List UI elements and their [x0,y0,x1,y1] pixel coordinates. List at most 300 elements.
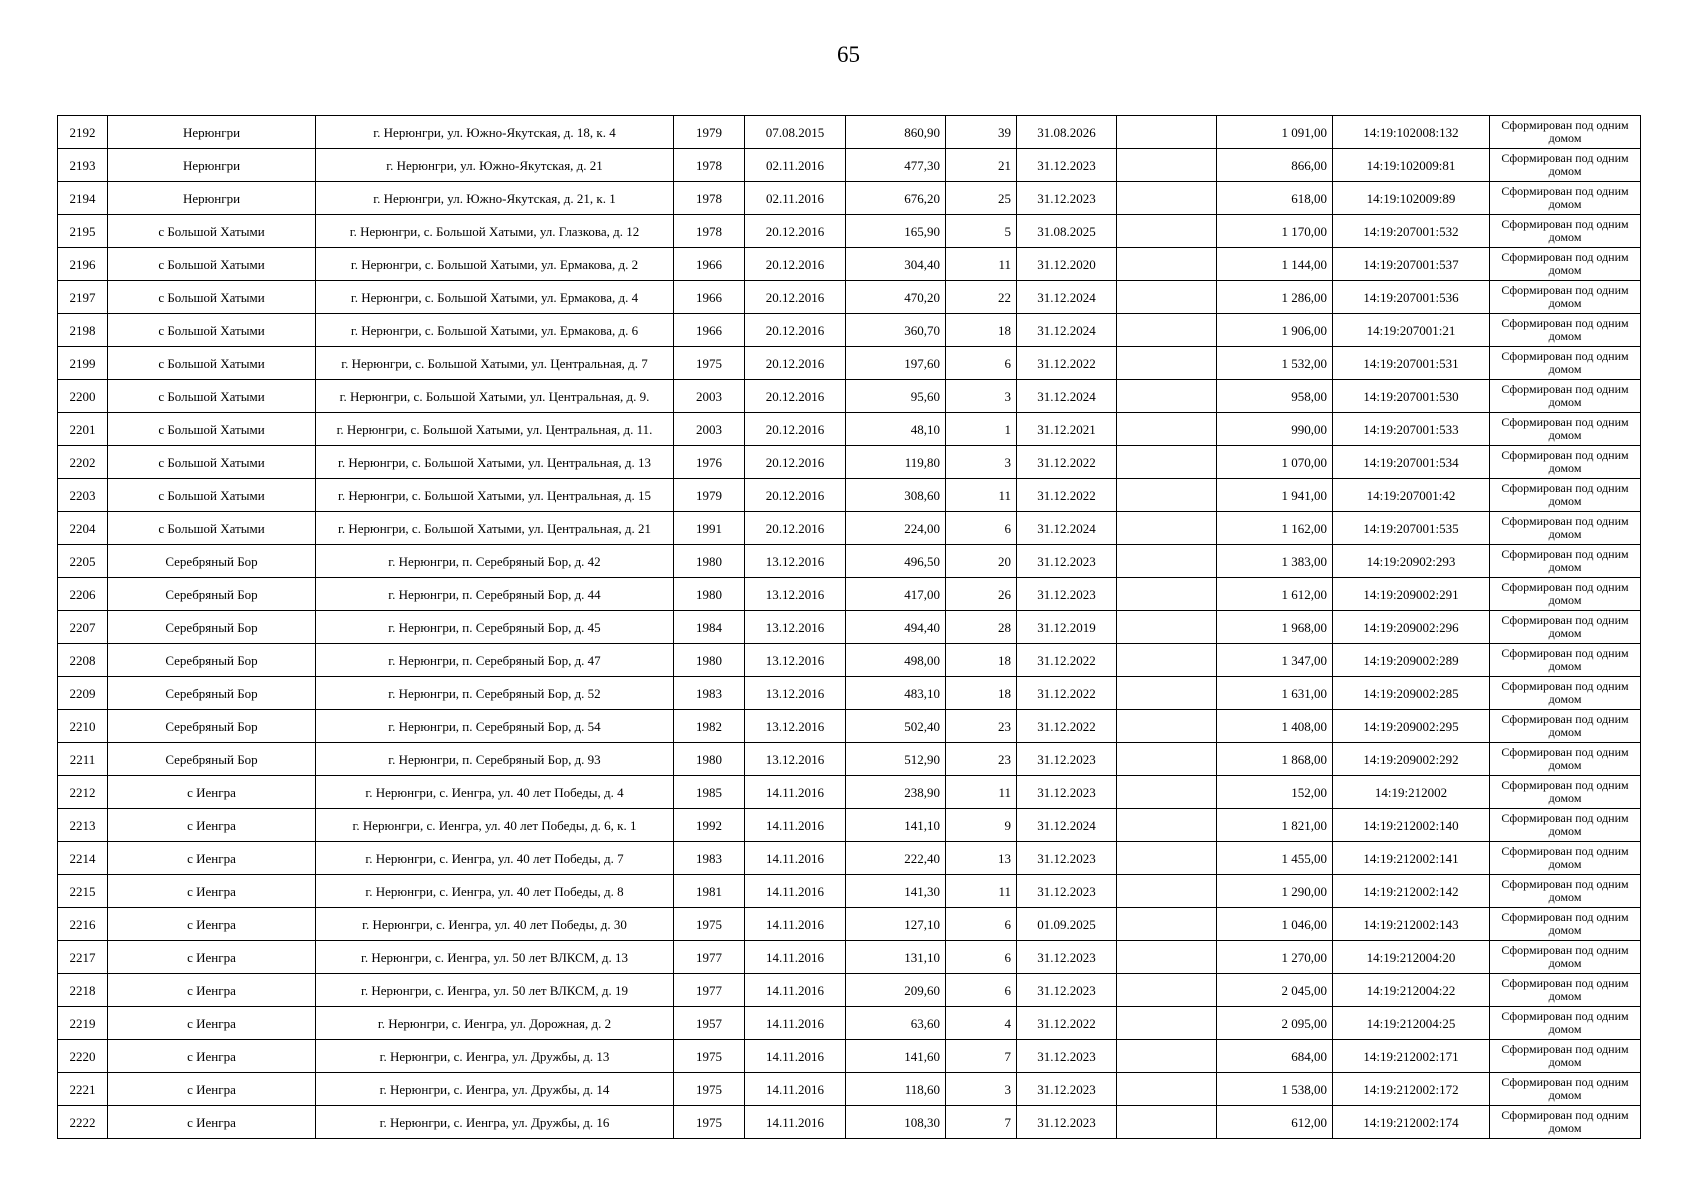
address-cell: г. Нерюнгри, п. Серебряный Бор, д. 52 [316,677,674,710]
deadline-cell: 31.12.2022 [1017,479,1117,512]
row-number-cell: 2204 [58,512,108,545]
status-cell: Сформирован под одним домом [1490,512,1641,545]
deadline-cell: 31.12.2023 [1017,776,1117,809]
table-row [58,644,1641,677]
date-cell: 20.12.2016 [745,380,846,413]
empty-cell [1117,479,1217,512]
deadline-cell: 31.12.2023 [1017,974,1117,1007]
area-cell: 470,20 [846,281,946,314]
amount-cell: 1 170,00 [1217,215,1333,248]
empty-cell [1117,545,1217,578]
address-cell: г. Нерюнгри, п. Серебряный Бор, д. 47 [316,644,674,677]
date-cell: 20.12.2016 [745,314,846,347]
area-cell: 127,10 [846,908,946,941]
build-year-cell: 1978 [674,149,745,182]
residents-cell: 25 [946,182,1017,215]
address-cell: г. Нерюнгри, с. Большой Хатыми, ул. Ермакова, д. 6 [316,314,674,347]
status-cell: Сформирован под одним домом [1490,413,1641,446]
area-cell: 141,10 [846,809,946,842]
row-number-cell: 2211 [58,743,108,776]
cadastral-number-cell: 14:19:212004:22 [1333,974,1490,1007]
deadline-cell: 31.12.2022 [1017,1007,1117,1040]
amount-cell: 1 383,00 [1217,545,1333,578]
status-cell: Сформирован под одним домом [1490,941,1641,974]
residents-cell: 13 [946,842,1017,875]
deadline-cell: 31.12.2023 [1017,1040,1117,1073]
amount-cell: 612,00 [1217,1106,1333,1139]
date-cell: 13.12.2016 [745,710,846,743]
cadastral-number-cell: 14:19:212002:174 [1333,1106,1490,1139]
build-year-cell: 1966 [674,314,745,347]
settlement-cell: Серебряный Бор [108,578,316,611]
deadline-cell: 31.12.2020 [1017,248,1117,281]
empty-cell [1117,182,1217,215]
area-cell: 141,60 [846,1040,946,1073]
empty-cell [1117,677,1217,710]
area-cell: 360,70 [846,314,946,347]
address-cell: г. Нерюнгри, с. Большой Хатыми, ул. Центральная, д. 11. [316,413,674,446]
date-cell: 14.11.2016 [745,875,846,908]
area-cell: 131,10 [846,941,946,974]
residents-cell: 26 [946,578,1017,611]
deadline-cell: 31.12.2024 [1017,809,1117,842]
table-row [58,842,1641,875]
empty-cell [1117,1073,1217,1106]
residents-cell: 11 [946,875,1017,908]
cadastral-number-cell: 14:19:207001:531 [1333,347,1490,380]
status-cell: Сформирован под одним домом [1490,809,1641,842]
table-row [58,479,1641,512]
cadastral-number-cell: 14:19:209002:285 [1333,677,1490,710]
address-cell: г. Нерюнгри, с. Большой Хатыми, ул. Ермакова, д. 4 [316,281,674,314]
deadline-cell: 31.08.2025 [1017,215,1117,248]
build-year-cell: 1983 [674,842,745,875]
row-number-cell: 2196 [58,248,108,281]
deadline-cell: 31.12.2023 [1017,578,1117,611]
address-cell: г. Нерюнгри, п. Серебряный Бор, д. 42 [316,545,674,578]
address-cell: г. Нерюнгри, с. Большой Хатыми, ул. Ермакова, д. 2 [316,248,674,281]
row-number-cell: 2222 [58,1106,108,1139]
table-row [58,248,1641,281]
row-number-cell: 2216 [58,908,108,941]
address-cell: г. Нерюнгри, п. Серебряный Бор, д. 54 [316,710,674,743]
row-number-cell: 2218 [58,974,108,1007]
cadastral-number-cell: 14:19:212002:140 [1333,809,1490,842]
amount-cell: 1 046,00 [1217,908,1333,941]
amount-cell: 618,00 [1217,182,1333,215]
empty-cell [1117,941,1217,974]
date-cell: 14.11.2016 [745,1106,846,1139]
settlement-cell: с Большой Хатыми [108,248,316,281]
amount-cell: 990,00 [1217,413,1333,446]
address-cell: г. Нерюнгри, п. Серебряный Бор, д. 44 [316,578,674,611]
settlement-cell: Серебряный Бор [108,710,316,743]
amount-cell: 1 941,00 [1217,479,1333,512]
residents-cell: 11 [946,248,1017,281]
row-number-cell: 2198 [58,314,108,347]
area-cell: 108,30 [846,1106,946,1139]
residents-cell: 1 [946,413,1017,446]
amount-cell: 1 070,00 [1217,446,1333,479]
address-cell: г. Нерюнгри, п. Серебряный Бор, д. 93 [316,743,674,776]
page-number: 65 [837,42,860,67]
build-year-cell: 1992 [674,809,745,842]
amount-cell: 1 968,00 [1217,611,1333,644]
address-cell: г. Нерюнгри, с. Иенгра, ул. Дружбы, д. 16 [316,1106,674,1139]
deadline-cell: 31.12.2022 [1017,677,1117,710]
settlement-cell: с Большой Хатыми [108,413,316,446]
settlement-cell: с Большой Хатыми [108,215,316,248]
amount-cell: 1 408,00 [1217,710,1333,743]
row-number-cell: 2195 [58,215,108,248]
build-year-cell: 1976 [674,446,745,479]
area-cell: 197,60 [846,347,946,380]
build-year-cell: 2003 [674,380,745,413]
build-year-cell: 1980 [674,644,745,677]
status-cell: Сформирован под одним домом [1490,677,1641,710]
row-number-cell: 2194 [58,182,108,215]
empty-cell [1117,875,1217,908]
address-cell: г. Нерюнгри, с. Большой Хатыми, ул. Центральная, д. 9. [316,380,674,413]
deadline-cell: 31.12.2024 [1017,314,1117,347]
status-cell: Сформирован под одним домом [1490,314,1641,347]
row-number-cell: 2202 [58,446,108,479]
empty-cell [1117,809,1217,842]
date-cell: 13.12.2016 [745,578,846,611]
deadline-cell: 31.12.2022 [1017,710,1117,743]
row-number-cell: 2214 [58,842,108,875]
row-number-cell: 2212 [58,776,108,809]
residents-cell: 23 [946,743,1017,776]
area-cell: 118,60 [846,1073,946,1106]
empty-cell [1117,710,1217,743]
settlement-cell: Нерюнгри [108,116,316,149]
status-cell: Сформирован под одним домом [1490,215,1641,248]
area-cell: 676,20 [846,182,946,215]
empty-cell [1117,1007,1217,1040]
residents-cell: 9 [946,809,1017,842]
residents-cell: 6 [946,974,1017,1007]
status-cell: Сформирован под одним домом [1490,611,1641,644]
cadastral-number-cell: 14:19:212002:141 [1333,842,1490,875]
area-cell: 141,30 [846,875,946,908]
empty-cell [1117,215,1217,248]
empty-cell [1117,314,1217,347]
date-cell: 13.12.2016 [745,644,846,677]
settlement-cell: с Иенгра [108,875,316,908]
status-cell: Сформирован под одним домом [1490,149,1641,182]
build-year-cell: 1979 [674,116,745,149]
cadastral-number-cell: 14:19:102009:89 [1333,182,1490,215]
cadastral-number-cell: 14:19:212004:25 [1333,1007,1490,1040]
date-cell: 02.11.2016 [745,149,846,182]
amount-cell: 2 095,00 [1217,1007,1333,1040]
residents-cell: 23 [946,710,1017,743]
row-number-cell: 2192 [58,116,108,149]
table-row [58,578,1641,611]
table-row [58,743,1641,776]
date-cell: 20.12.2016 [745,215,846,248]
settlement-cell: с Иенгра [108,842,316,875]
date-cell: 20.12.2016 [745,446,846,479]
build-year-cell: 2003 [674,413,745,446]
area-cell: 860,90 [846,116,946,149]
residents-cell: 18 [946,644,1017,677]
residents-cell: 5 [946,215,1017,248]
cadastral-number-cell: 14:19:102009:81 [1333,149,1490,182]
status-cell: Сформирован под одним домом [1490,842,1641,875]
build-year-cell: 1966 [674,281,745,314]
settlement-cell: с Иенгра [108,941,316,974]
deadline-cell: 31.12.2023 [1017,545,1117,578]
table-row [58,677,1641,710]
empty-cell [1117,842,1217,875]
residents-cell: 7 [946,1106,1017,1139]
date-cell: 14.11.2016 [745,974,846,1007]
area-cell: 224,00 [846,512,946,545]
empty-cell [1117,644,1217,677]
row-number-cell: 2193 [58,149,108,182]
cadastral-number-cell: 14:19:212002:171 [1333,1040,1490,1073]
build-year-cell: 1975 [674,1073,745,1106]
settlement-cell: с Иенгра [108,809,316,842]
status-cell: Сформирован под одним домом [1490,446,1641,479]
table-row [58,149,1641,182]
deadline-cell: 31.08.2026 [1017,116,1117,149]
date-cell: 14.11.2016 [745,908,846,941]
status-cell: Сформирован под одним домом [1490,1007,1641,1040]
address-cell: г. Нерюнгри, п. Серебряный Бор, д. 45 [316,611,674,644]
amount-cell: 1 270,00 [1217,941,1333,974]
deadline-cell: 31.12.2023 [1017,1073,1117,1106]
empty-cell [1117,611,1217,644]
empty-cell [1117,512,1217,545]
residents-cell: 7 [946,1040,1017,1073]
residents-cell: 3 [946,380,1017,413]
residents-cell: 18 [946,314,1017,347]
build-year-cell: 1981 [674,875,745,908]
area-cell: 209,60 [846,974,946,1007]
date-cell: 14.11.2016 [745,1007,846,1040]
row-number-cell: 2201 [58,413,108,446]
build-year-cell: 1980 [674,545,745,578]
address-cell: г. Нерюнгри, с. Иенгра, ул. Дружбы, д. 14 [316,1073,674,1106]
build-year-cell: 1980 [674,578,745,611]
table-row [58,1007,1641,1040]
address-cell: г. Нерюнгри, с. Иенгра, ул. 50 лет ВЛКСМ, д. 19 [316,974,674,1007]
deadline-cell: 31.12.2024 [1017,380,1117,413]
deadline-cell: 31.12.2023 [1017,182,1117,215]
date-cell: 14.11.2016 [745,809,846,842]
amount-cell: 1 347,00 [1217,644,1333,677]
row-number-cell: 2197 [58,281,108,314]
address-cell: г. Нерюнгри, с. Иенгра, ул. 40 лет Победы, д. 8 [316,875,674,908]
date-cell: 07.08.2015 [745,116,846,149]
residents-cell: 4 [946,1007,1017,1040]
table-row [58,446,1641,479]
deadline-cell: 31.12.2022 [1017,446,1117,479]
build-year-cell: 1982 [674,710,745,743]
area-cell: 512,90 [846,743,946,776]
address-cell: г. Нерюнгри, ул. Южно-Якутская, д. 18, к. 4 [316,116,674,149]
deadline-cell: 01.09.2025 [1017,908,1117,941]
empty-cell [1117,908,1217,941]
build-year-cell: 1978 [674,182,745,215]
address-cell: г. Нерюнгри, с. Иенгра, ул. 40 лет Победы, д. 30 [316,908,674,941]
status-cell: Сформирован под одним домом [1490,116,1641,149]
address-cell: г. Нерюнгри, с. Иенгра, ул. 40 лет Победы, д. 4 [316,776,674,809]
amount-cell: 1 612,00 [1217,578,1333,611]
status-cell: Сформирован под одним домом [1490,182,1641,215]
date-cell: 13.12.2016 [745,677,846,710]
status-cell: Сформирован под одним домом [1490,380,1641,413]
row-number-cell: 2221 [58,1073,108,1106]
row-number-cell: 2213 [58,809,108,842]
date-cell: 02.11.2016 [745,182,846,215]
deadline-cell: 31.12.2022 [1017,644,1117,677]
date-cell: 20.12.2016 [745,479,846,512]
area-cell: 238,90 [846,776,946,809]
residents-cell: 28 [946,611,1017,644]
amount-cell: 1 868,00 [1217,743,1333,776]
area-cell: 494,40 [846,611,946,644]
residents-cell: 6 [946,941,1017,974]
area-cell: 483,10 [846,677,946,710]
row-number-cell: 2220 [58,1040,108,1073]
address-cell: г. Нерюнгри, с. Большой Хатыми, ул. Центральная, д. 13 [316,446,674,479]
area-cell: 222,40 [846,842,946,875]
build-year-cell: 1975 [674,908,745,941]
build-year-cell: 1957 [674,1007,745,1040]
cadastral-number-cell: 14:19:207001:536 [1333,281,1490,314]
settlement-cell: Серебряный Бор [108,545,316,578]
cadastral-number-cell: 14:19:207001:534 [1333,446,1490,479]
build-year-cell: 1966 [674,248,745,281]
residents-cell: 21 [946,149,1017,182]
address-cell: г. Нерюнгри, с. Иенгра, ул. Дорожная, д. 2 [316,1007,674,1040]
date-cell: 13.12.2016 [745,611,846,644]
row-number-cell: 2207 [58,611,108,644]
registry-body [58,116,1641,1139]
empty-cell [1117,1106,1217,1139]
build-year-cell: 1985 [674,776,745,809]
empty-cell [1117,281,1217,314]
table-row [58,1106,1641,1139]
empty-cell [1117,974,1217,1007]
date-cell: 14.11.2016 [745,842,846,875]
row-number-cell: 2217 [58,941,108,974]
build-year-cell: 1977 [674,974,745,1007]
settlement-cell: с Большой Хатыми [108,512,316,545]
status-cell: Сформирован под одним домом [1490,875,1641,908]
cadastral-number-cell: 14:19:209002:296 [1333,611,1490,644]
area-cell: 308,60 [846,479,946,512]
address-cell: г. Нерюнгри, с. Иенгра, ул. Дружбы, д. 13 [316,1040,674,1073]
residents-cell: 11 [946,479,1017,512]
registry-table [57,115,1641,1139]
residents-cell: 3 [946,1073,1017,1106]
amount-cell: 1 631,00 [1217,677,1333,710]
area-cell: 498,00 [846,644,946,677]
build-year-cell: 1984 [674,611,745,644]
row-number-cell: 2200 [58,380,108,413]
table-row [58,710,1641,743]
cadastral-number-cell: 14:19:212004:20 [1333,941,1490,974]
amount-cell: 1 162,00 [1217,512,1333,545]
table-row [58,347,1641,380]
area-cell: 477,30 [846,149,946,182]
build-year-cell: 1977 [674,941,745,974]
amount-cell: 958,00 [1217,380,1333,413]
settlement-cell: Серебряный Бор [108,644,316,677]
area-cell: 502,40 [846,710,946,743]
settlement-cell: с Иенгра [108,776,316,809]
table-row [58,512,1641,545]
table-row [58,941,1641,974]
deadline-cell: 31.12.2024 [1017,512,1117,545]
empty-cell [1117,1040,1217,1073]
settlement-cell: Нерюнгри [108,182,316,215]
settlement-cell: с Иенгра [108,1007,316,1040]
residents-cell: 3 [946,446,1017,479]
build-year-cell: 1983 [674,677,745,710]
area-cell: 417,00 [846,578,946,611]
date-cell: 20.12.2016 [745,512,846,545]
address-cell: г. Нерюнгри, с. Иенгра, ул. 40 лет Победы, д. 7 [316,842,674,875]
deadline-cell: 31.12.2023 [1017,875,1117,908]
table-row [58,974,1641,1007]
empty-cell [1117,578,1217,611]
date-cell: 20.12.2016 [745,347,846,380]
settlement-cell: с Иенгра [108,1040,316,1073]
date-cell: 13.12.2016 [745,743,846,776]
amount-cell: 866,00 [1217,149,1333,182]
table-row [58,545,1641,578]
deadline-cell: 31.12.2023 [1017,842,1117,875]
address-cell: г. Нерюнгри, с. Большой Хатыми, ул. Центральная, д. 21 [316,512,674,545]
settlement-cell: с Большой Хатыми [108,314,316,347]
build-year-cell: 1975 [674,347,745,380]
cadastral-number-cell: 14:19:102008:132 [1333,116,1490,149]
address-cell: г. Нерюнгри, с. Иенгра, ул. 40 лет Победы, д. 6, к. 1 [316,809,674,842]
table-row [58,215,1641,248]
residents-cell: 22 [946,281,1017,314]
deadline-cell: 31.12.2023 [1017,149,1117,182]
deadline-cell: 31.12.2024 [1017,281,1117,314]
residents-cell: 11 [946,776,1017,809]
deadline-cell: 31.12.2019 [1017,611,1117,644]
status-cell: Сформирован под одним домом [1490,347,1641,380]
build-year-cell: 1975 [674,1040,745,1073]
table-row [58,380,1641,413]
cadastral-number-cell: 14:19:207001:535 [1333,512,1490,545]
cadastral-number-cell: 14:19:207001:532 [1333,215,1490,248]
date-cell: 20.12.2016 [745,248,846,281]
table-row [58,908,1641,941]
deadline-cell: 31.12.2023 [1017,1106,1117,1139]
table-row [58,875,1641,908]
date-cell: 14.11.2016 [745,1073,846,1106]
date-cell: 20.12.2016 [745,413,846,446]
date-cell: 20.12.2016 [745,281,846,314]
status-cell: Сформирован под одним домом [1490,248,1641,281]
settlement-cell: с Иенгра [108,1073,316,1106]
row-number-cell: 2199 [58,347,108,380]
empty-cell [1117,347,1217,380]
address-cell: г. Нерюнгри, с. Большой Хатыми, ул. Глазкова, д. 12 [316,215,674,248]
amount-cell: 1 144,00 [1217,248,1333,281]
address-cell: г. Нерюнгри, ул. Южно-Якутская, д. 21 [316,149,674,182]
